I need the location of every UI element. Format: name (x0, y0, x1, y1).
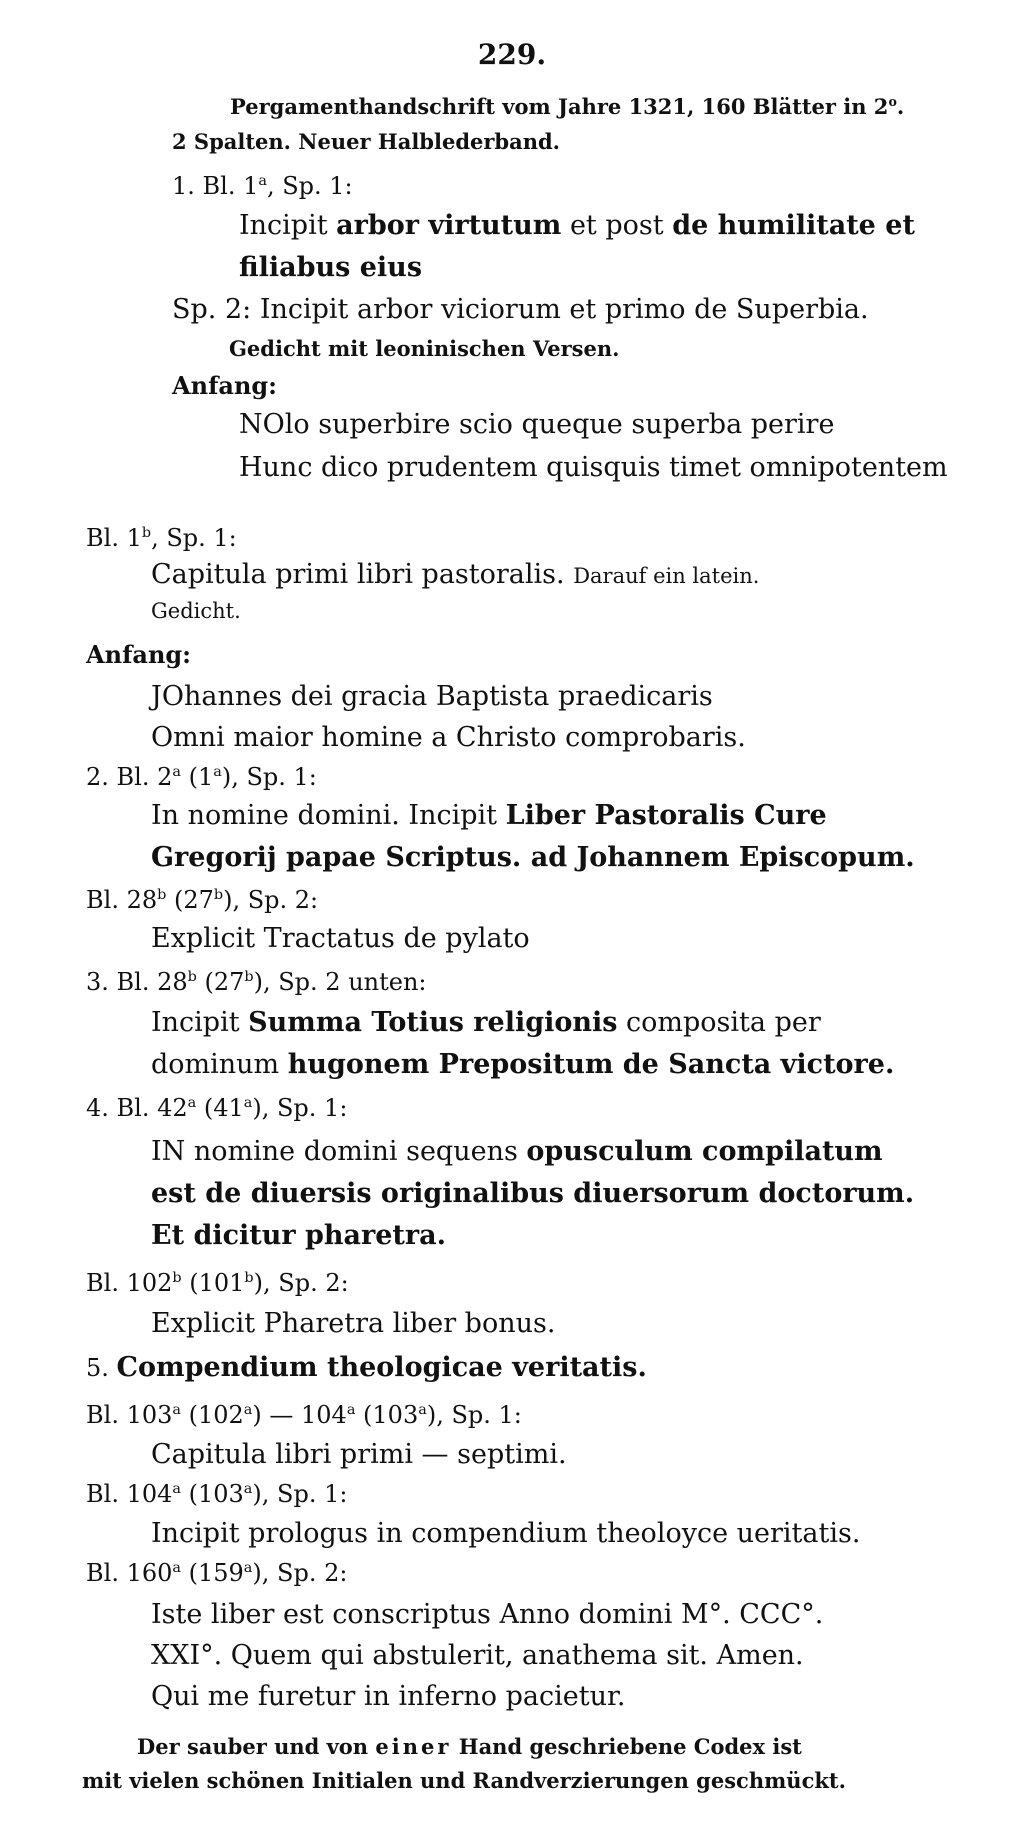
item-5-reference-2-text: Incipit prologus in compendium theoloyce ueritatis. (151, 1518, 861, 1549)
item-5-reference-1: Bl. 103$^a$ (102$^a$) — 104$^a$ (103$^a$), Sp. 1: (86, 1401, 522, 1429)
item-5-colophon-line-2: XXI°. Quem qui abstulerit, anathema sit. Amen. (151, 1640, 804, 1671)
item-4-explicit-reference: Bl. 102$^b$ (101$^b$), Sp. 2: (86, 1269, 349, 1297)
bl1b-anfang-label: Anfang: (86, 640, 192, 669)
footer-line-1: Der sauber und von einer Hand geschriebene Codex ist (137, 1734, 802, 1759)
item-1-text-line-2: filiabus eius (239, 252, 423, 283)
item-4-text-line-1: IN nomine domini sequens opusculum compilatum (151, 1136, 883, 1167)
header-line-2: 2 Spalten. Neuer Halblederband. (172, 129, 560, 154)
item-5-colophon-line-1: Iste liber est conscriptus Anno domini M°. CCC°. (151, 1599, 824, 1630)
item-1-column-2: Sp. 2: Incipit arbor viciorum et primo de Superbia. (172, 294, 869, 325)
item-5-reference-1-text: Capitula libri primi — septimi. (151, 1439, 567, 1470)
bl1b-verse-2: Omni maior homine a Christo comprobaris. (151, 722, 746, 753)
item-3-text-line-1: Incipit Summa Totius religionis composita per (151, 1007, 821, 1038)
item-2-explicit-text: Explicit Tractatus de pylato (151, 923, 530, 954)
item-4-text-line-2: est de diuersis originalibus diuersorum doctorum. (151, 1178, 915, 1209)
item-5-title: 5. Compendium theologicae veritatis. (86, 1352, 647, 1383)
item-1-note: Gedicht mit leoninischen Versen. (229, 336, 620, 361)
item-4-explicit-text: Explicit Pharetra liber bonus. (151, 1308, 556, 1339)
item-1-reference: 1. Bl. 1$^a$, Sp. 1: (172, 172, 353, 200)
item-5-reference-3: Bl. 160$^a$ (159$^a$), Sp. 2: (86, 1559, 348, 1587)
item-3-text-line-2: dominum hugonem Prepositum de Sancta victore. (151, 1049, 895, 1080)
page-number: 229. (477, 38, 547, 71)
item-2-explicit-reference: Bl. 28$^b$ (27$^b$), Sp. 2: (86, 886, 319, 914)
item-2-text-line-1: In nomine domini. Incipit Liber Pastoralis Cure (151, 800, 827, 831)
footer-line-2: mit vielen schönen Initialen und Randverzierungen geschmückt. (82, 1768, 846, 1793)
item-1-anfang-label: Anfang: (172, 371, 278, 400)
item-1-verse-1: NOlo superbire scio queque superba perire (239, 409, 835, 440)
item-1-verse-2: Hunc dico prudentem quisquis timet omnipotentem (239, 452, 948, 483)
bl1b-reference: Bl. 1$^b$, Sp. 1: (86, 524, 237, 552)
item-2-text-line-2: Gregorij papae Scriptus. ad Johannem Episcopum. (151, 842, 915, 873)
item-1-text-line-1: Incipit arbor virtutum et post de humilitate et (239, 210, 915, 241)
item-3-reference: 3. Bl. 28$^b$ (27$^b$), Sp. 2 unten: (86, 968, 427, 996)
item-4-reference: 4. Bl. 42$^a$ (41$^a$), Sp. 1: (86, 1094, 348, 1122)
item-5-reference-2: Bl. 104$^a$ (103$^a$), Sp. 1: (86, 1480, 348, 1508)
item-4-text-line-3: Et dicitur pharetra. (151, 1220, 447, 1251)
item-2-reference: 2. Bl. 2$^a$ (1$^a$), Sp. 1: (86, 763, 317, 791)
bl1b-verse-1: JOhannes dei gracia Baptista praedicaris (151, 681, 713, 712)
header-line-1: Pergamenthandschrift vom Jahre 1321, 160 Blätter in 2$^o$. (230, 94, 905, 119)
bl1b-text-line-1: Capitula primi libri pastoralis. Darauf ein latein. (151, 559, 760, 590)
bl1b-text-line-2: Gedicht. (151, 599, 241, 623)
item-5-colophon-line-3: Qui me furetur in inferno pacietur. (151, 1681, 626, 1712)
